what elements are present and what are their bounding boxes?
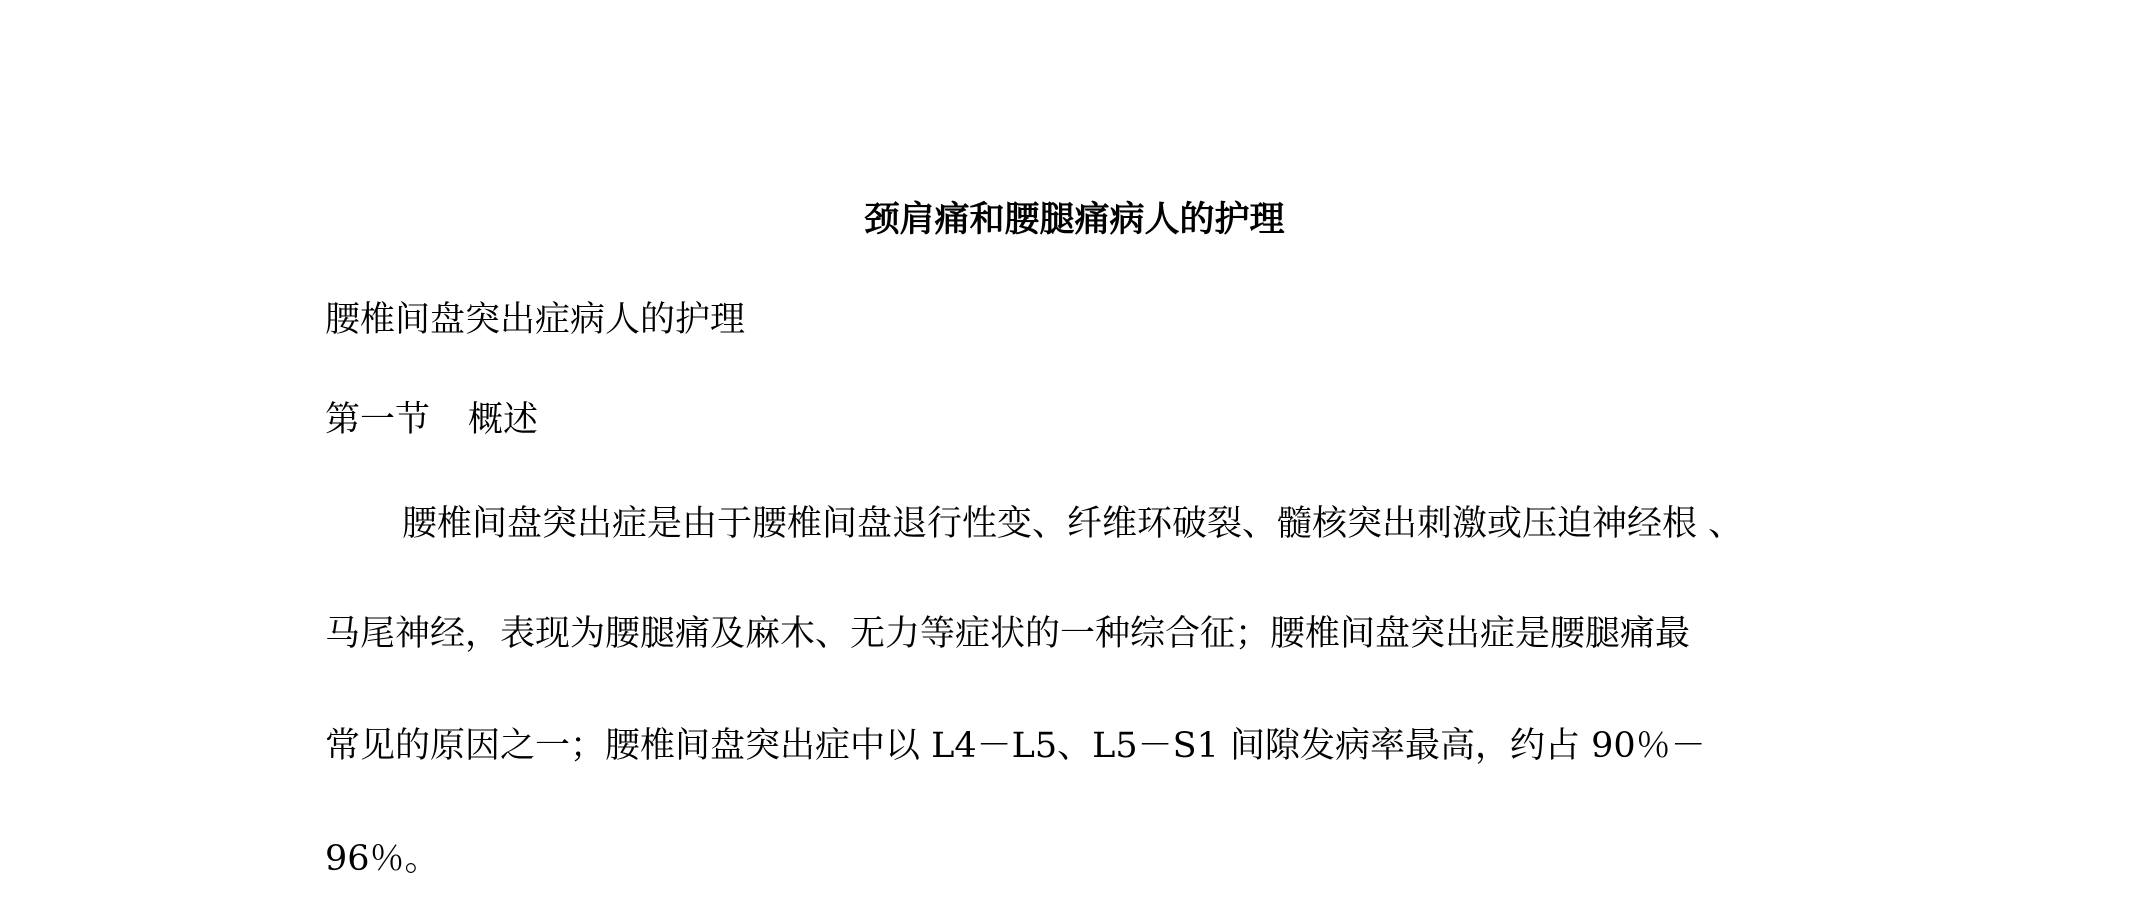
paragraph-line-4: 96％。 — [325, 839, 440, 879]
paragraph-line-2: 马尾神经，表现为腰腿痛及麻木、无力等症状的一种综合征；腰椎间盘突出症是腰腿痛最 — [325, 614, 1691, 654]
paragraph-line-3: 常见的原因之一；腰椎间盘突出症中以 L4－L5、L5－S1 间隙发病率最高，约占 90％－ — [325, 726, 1706, 766]
document-subtitle: 腰椎间盘突出症病人的护理 — [325, 300, 746, 340]
paragraph-line-1: 腰椎间盘突出症是由于腰椎间盘退行性变、纤维环破裂、髓核突出刺激或压迫神经根 、 — [402, 504, 1744, 544]
section-number: 第一节 — [325, 400, 431, 440]
section-name: 概述 — [468, 400, 539, 440]
section-heading — [325, 396, 538, 444]
document-title: 颈肩痛和腰腿痛病人的护理 — [864, 199, 1285, 240]
